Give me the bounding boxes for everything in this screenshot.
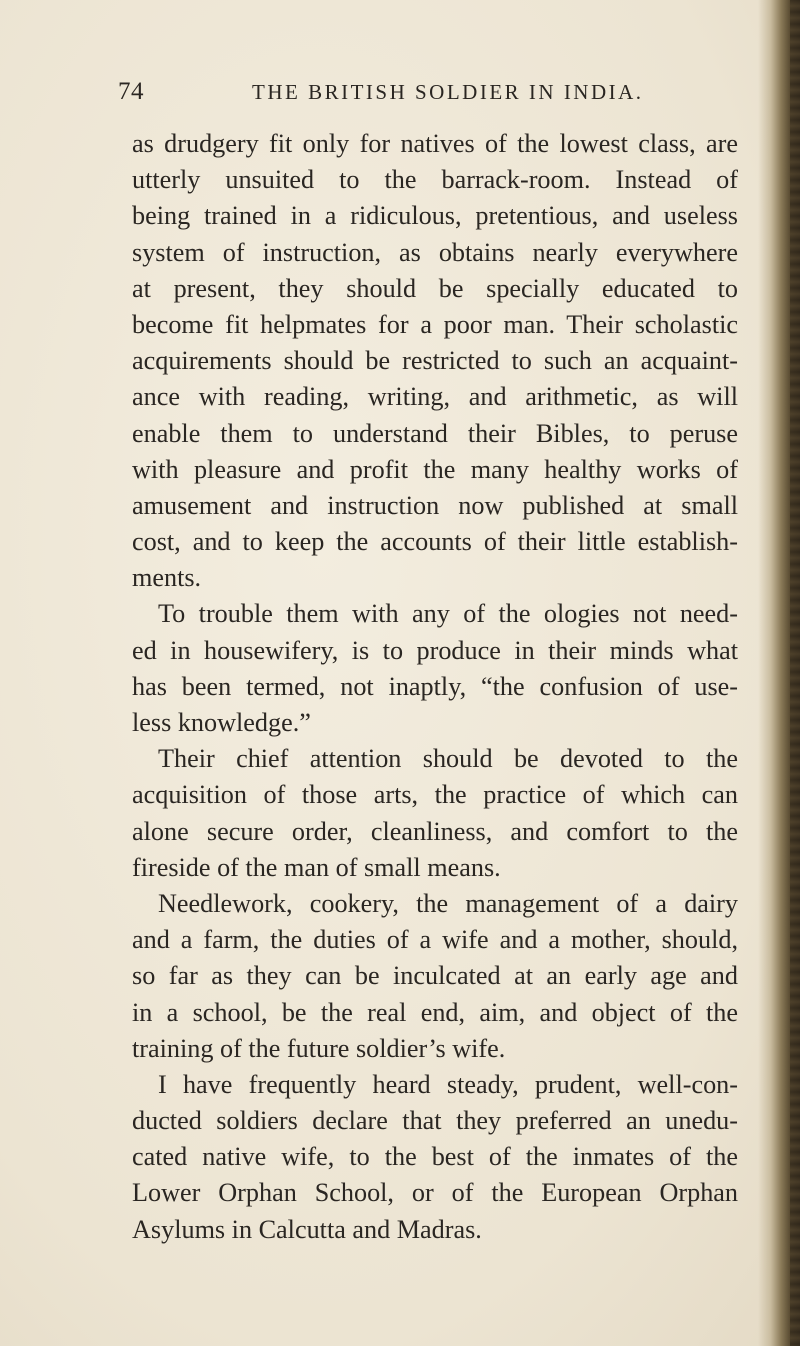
text-line: fireside of the man of small means. [132, 852, 501, 882]
text-line: has been termed, not inaptly, “the confusion of use- [132, 671, 738, 701]
page-number: 74 [118, 78, 144, 105]
text-line: ance with reading, writing, and arithmetic, as will [132, 382, 738, 412]
text-line: utterly unsuited to the barrack-room. Instead of [132, 165, 738, 195]
text-line: acquirements should be restricted to such an acquaint- [132, 346, 738, 376]
text-line: at present, they should be specially educated to [132, 273, 738, 303]
text-line: as drudgery fit only for natives of the lowest class, are [132, 129, 738, 158]
text-line: acquisition of those arts, the practice of which can [132, 780, 738, 810]
text-line: Needlework, cookery, the management of a dairy [158, 888, 738, 918]
text-line: and a farm, the duties of a wife and a mother, should, [132, 925, 738, 955]
text-line: less knowledge.” [132, 708, 311, 737]
text-line: I have frequently heard steady, prudent, well-con- [158, 1069, 738, 1099]
text-line: training of the future soldier’s wife. [132, 1033, 506, 1063]
text-line: cost, and to keep the accounts of their little establish- [132, 527, 738, 557]
text-line: alone secure order, cleanliness, and comfort to the [132, 816, 738, 846]
text-line: in a school, be the real end, aim, and object of the [132, 997, 738, 1027]
text-line: amusement and instruction now published at small [132, 490, 738, 520]
text-line: Their chief attention should be devoted to the [158, 744, 738, 774]
page-header [118, 78, 738, 112]
page-binding-edge [758, 0, 800, 1346]
text-line: so far as they can be inculcated at an early age and [132, 961, 738, 991]
text-line: cated native wife, to the best of the inmates of the [132, 1142, 738, 1172]
text-line: Asylums in Calcutta and Madras. [132, 1214, 482, 1244]
text-line: ed in housewifery, is to produce in their minds what [132, 635, 738, 665]
text-line: become fit helpmates for a poor man. Their scholastic [132, 309, 738, 339]
text-line: To trouble them with any of the ologies not need- [158, 599, 738, 629]
text-line: being trained in a ridiculous, pretentious, and useless [132, 201, 738, 231]
body-text [132, 126, 738, 1248]
text-line: Lower Orphan School, or of the European Orphan [132, 1178, 738, 1208]
text-line: enable them to understand their Bibles, to peruse [132, 418, 738, 448]
running-head: THE BRITISH SOLDIER IN INDIA. [252, 80, 644, 104]
text-line: with pleasure and profit the many healthy works of [132, 454, 738, 484]
text-line: ducted soldiers declare that they preferred an unedu- [132, 1106, 738, 1136]
text-line: system of instruction, as obtains nearly everywhere [132, 237, 738, 267]
text-line: ments. [132, 563, 202, 593]
